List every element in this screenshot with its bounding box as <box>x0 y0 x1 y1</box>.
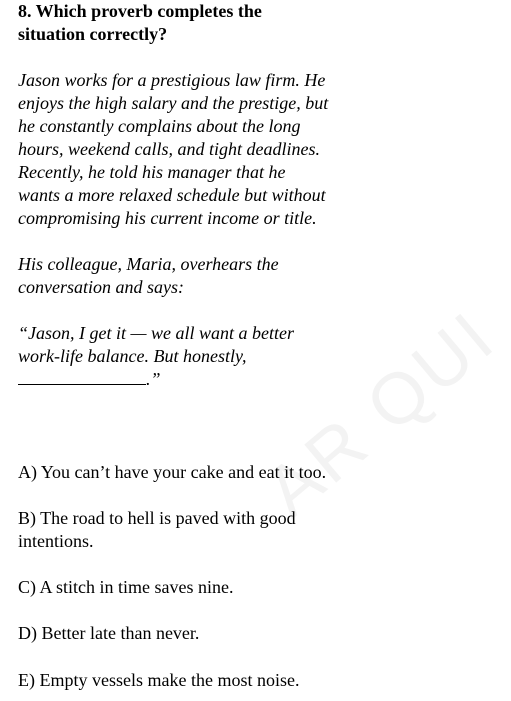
scenario-line: enjoys the high salary and the prestige, but <box>18 93 329 113</box>
colleague-line: conversation and says: <box>18 277 184 297</box>
quote-line: “Jason, I get it — we all want a better <box>18 323 294 343</box>
scenario-line: hours, weekend calls, and tight deadlines. <box>18 139 320 159</box>
watermark: AR QUI <box>250 295 511 533</box>
option-b[interactable] <box>18 507 398 553</box>
quote-line: work-life balance. But honestly, <box>18 346 247 366</box>
option-a[interactable]: A) You can’t have your cake and eat it too. <box>18 462 327 482</box>
option-e[interactable]: E) Empty vessels make the most noise. <box>18 670 300 690</box>
colleague-paragraph <box>18 253 398 299</box>
quote-blank-line <box>18 368 398 391</box>
scenario-line: wants a more relaxed schedule but without <box>18 185 326 205</box>
question-title-line: situation correctly? <box>18 24 168 44</box>
question-title <box>18 0 398 46</box>
scenario-line: he constantly complains about the long <box>18 116 301 136</box>
option-c[interactable]: C) A stitch in time saves nine. <box>18 577 234 597</box>
scenario-line: compromising his current income or title. <box>18 208 317 228</box>
scenario-line: Jason works for a prestigious law firm. He <box>18 70 326 90</box>
question-title-line: 8. Which proverb completes the <box>18 1 262 21</box>
scenario-paragraph <box>18 69 398 230</box>
scenario-line: Recently, he told his manager that he <box>18 162 286 182</box>
colleague-line: His colleague, Maria, overhears the <box>18 254 279 274</box>
answer-blank <box>18 370 146 385</box>
quote-paragraph <box>18 322 398 391</box>
quote-end: .” <box>146 369 161 389</box>
option-b-line: intentions. <box>18 531 94 551</box>
option-b-line: B) The road to hell is paved with good <box>18 508 296 528</box>
option-d[interactable]: D) Better late than never. <box>18 623 200 643</box>
